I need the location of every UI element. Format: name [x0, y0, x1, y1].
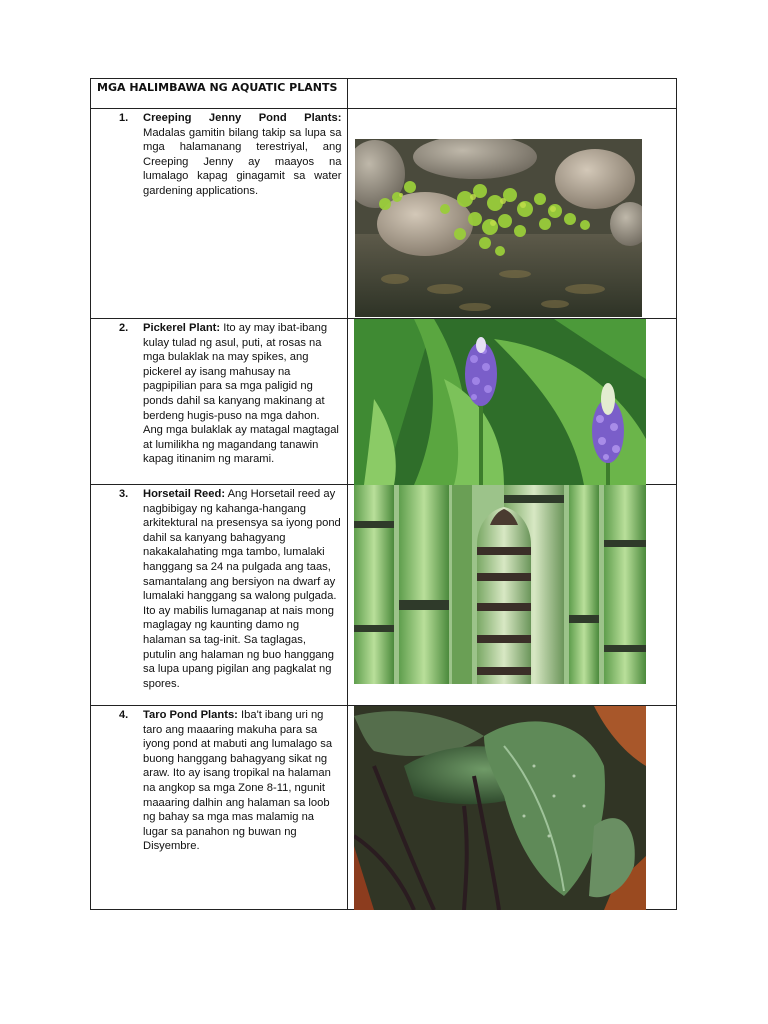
- table-row: [91, 485, 677, 706]
- item-description: [143, 321, 341, 467]
- item-text-cell: [91, 706, 348, 910]
- item-body: Ang Horsetail reed ay nagbibigay ng kahanga-hangang arkitektural na presensya sa iyong pond dahil sa kanyang bahagyang nakakalahating mga tambo, lumalaki hanggang sa 24 na pulgada ang taas, samantalang ang bersiyon na dwarf ay lumalaki hanggang sa walong pulgada. Ito ay mabilis lumaganap at nais mong maglagay ng kaunting damo ng halaman sa tag-init. Sa taglagas, putulin ang halaman ng buo hanggang sa lupa upang pigilan ang pagkalat ng spores.: [143, 488, 341, 690]
- item-image-cell: [348, 706, 677, 910]
- item-number: 3.: [119, 488, 129, 500]
- table-header-row: [91, 79, 677, 109]
- table-header-title: MGA HALIMBAWA NG AQUATIC PLANTS: [91, 79, 348, 109]
- creeping-jenny-photo: [355, 139, 642, 317]
- item-description: [143, 708, 341, 854]
- item-image-cell: [348, 319, 677, 485]
- item-text-cell: [91, 319, 348, 485]
- item-description: [143, 111, 341, 199]
- item-title: Pickerel Plant:: [143, 322, 221, 334]
- item-body: Madalas gamitin bilang takip sa lupa sa mga halamanang terestriyal, ang Creeping Jenny ay maayos na lumalago kapag ginagamit sa water gardening applications.: [143, 126, 342, 197]
- item-number: 4.: [119, 709, 129, 721]
- item-title: Taro Pond Plants:: [143, 709, 238, 721]
- table-header-empty: [348, 79, 677, 109]
- horsetail-reed-photo: [354, 485, 646, 684]
- table-row: [91, 109, 677, 319]
- item-title: Creeping Jenny Pond Plants:: [143, 112, 342, 124]
- table-row: [91, 319, 677, 485]
- item-number: 2.: [119, 322, 129, 334]
- table-row: [91, 706, 677, 910]
- item-image-cell: [348, 485, 677, 706]
- item-body: Ito ay may ibat-ibang kulay tulad ng asul, puti, at rosas na mga bulaklak na may spikes, ang pickerel ay isang mahusay na pagpipilian para sa mga paligid ng ponds dahil sa kanyang makinang at berdeng hugis-puso na mga dahon. Ang mga bulaklak ay matagal magtagal at lumilikha ng magandang tanawin kapag itinanim ng marami.: [143, 322, 339, 466]
- item-number: 1.: [119, 112, 129, 124]
- item-description: [143, 487, 341, 691]
- pickerel-plant-photo: [354, 319, 646, 485]
- item-title: Horsetail Reed:: [143, 488, 226, 500]
- item-body: Iba't ibang uri ng taro ang maaaring makuha para sa iyong pond at mabuti ang lumalago sa buong hanggang bahagyang sikat ng araw. Ito ay isang tropikal na halaman na angkop sa mga Zone 8-11, ngunit maaaring dalhin ang halaman sa loob ng bahay sa mga mas malamig na lugar sa panahon ng buwan ng Disyembre.: [143, 709, 333, 853]
- taro-plant-photo: [354, 706, 646, 910]
- item-text-cell: [91, 109, 348, 319]
- aquatic-plants-table: [90, 78, 677, 910]
- item-image-cell: [348, 109, 677, 319]
- item-text-cell: [91, 485, 348, 706]
